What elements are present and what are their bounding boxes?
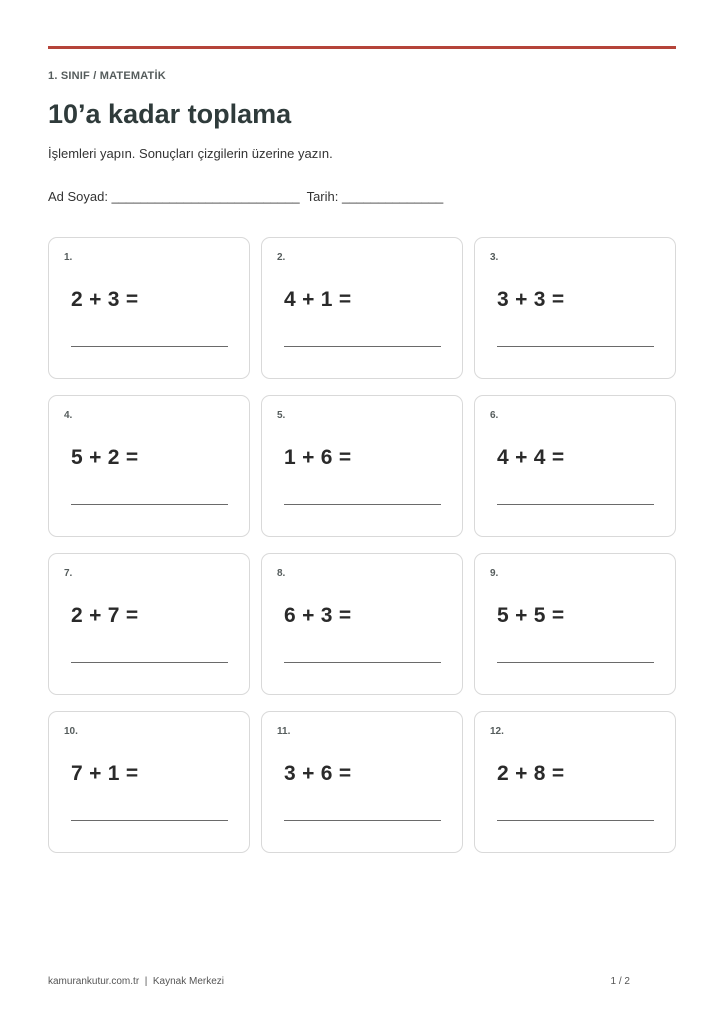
problem-number: 1.	[64, 252, 73, 263]
top-accent-rule	[48, 46, 676, 49]
instructions: İşlemleri yapın. Sonuçları çizgilerin üzerine yazın.	[48, 146, 333, 161]
problem-expression: 4 + 1 =	[284, 288, 352, 311]
answer-line	[284, 504, 441, 505]
footer-source: kamurankutur.com.tr | Kaynak Merkezi	[48, 976, 224, 987]
breadcrumb: 1. SINIF / MATEMATİK	[48, 70, 166, 82]
problem-expression: 5 + 2 =	[71, 446, 139, 469]
problem-expression: 3 + 6 =	[284, 762, 352, 785]
problem-card	[48, 711, 250, 853]
problem-card	[261, 237, 463, 379]
problem-expression: 5 + 5 =	[497, 604, 565, 627]
problem-expression: 7 + 1 =	[71, 762, 139, 785]
problem-card	[474, 553, 676, 695]
answer-line	[284, 820, 441, 821]
problem-number: 11.	[277, 726, 291, 737]
problem-card	[261, 553, 463, 695]
problem-expression: 2 + 8 =	[497, 762, 565, 785]
answer-line	[497, 504, 654, 505]
problem-card	[261, 395, 463, 537]
problem-expression: 2 + 7 =	[71, 604, 139, 627]
problem-card	[48, 237, 250, 379]
problem-number: 4.	[64, 410, 73, 421]
problem-number: 9.	[490, 568, 499, 579]
problem-number: 8.	[277, 568, 286, 579]
problem-number: 3.	[490, 252, 499, 263]
answer-line	[71, 820, 228, 821]
answer-line	[71, 662, 228, 663]
problem-number: 10.	[64, 726, 78, 737]
problem-card	[474, 711, 676, 853]
problem-expression: 4 + 4 =	[497, 446, 565, 469]
problem-number: 6.	[490, 410, 499, 421]
student-info-line	[48, 189, 443, 204]
problem-card	[48, 395, 250, 537]
problem-card	[474, 395, 676, 537]
problem-card	[474, 237, 676, 379]
answer-line	[284, 662, 441, 663]
answer-line	[71, 346, 228, 347]
problem-card	[48, 553, 250, 695]
answer-line	[497, 662, 654, 663]
problem-number: 12.	[490, 726, 504, 737]
answer-line	[497, 820, 654, 821]
problem-expression: 6 + 3 =	[284, 604, 352, 627]
problem-number: 7.	[64, 568, 73, 579]
page-number: 1 / 2	[610, 976, 630, 987]
problem-card	[261, 711, 463, 853]
page-title: 10’a kadar toplama	[48, 99, 292, 129]
name-field-label: Ad Soyad: __________________________	[48, 189, 300, 204]
problem-expression: 2 + 3 =	[71, 288, 139, 311]
problem-expression: 1 + 6 =	[284, 446, 352, 469]
answer-line	[497, 346, 654, 347]
date-field-label: Tarih: ______________	[306, 189, 444, 204]
answer-line	[284, 346, 441, 347]
answer-line	[71, 504, 228, 505]
problem-expression: 3 + 3 =	[497, 288, 565, 311]
problem-number: 2.	[277, 252, 286, 263]
problem-number: 5.	[277, 410, 286, 421]
